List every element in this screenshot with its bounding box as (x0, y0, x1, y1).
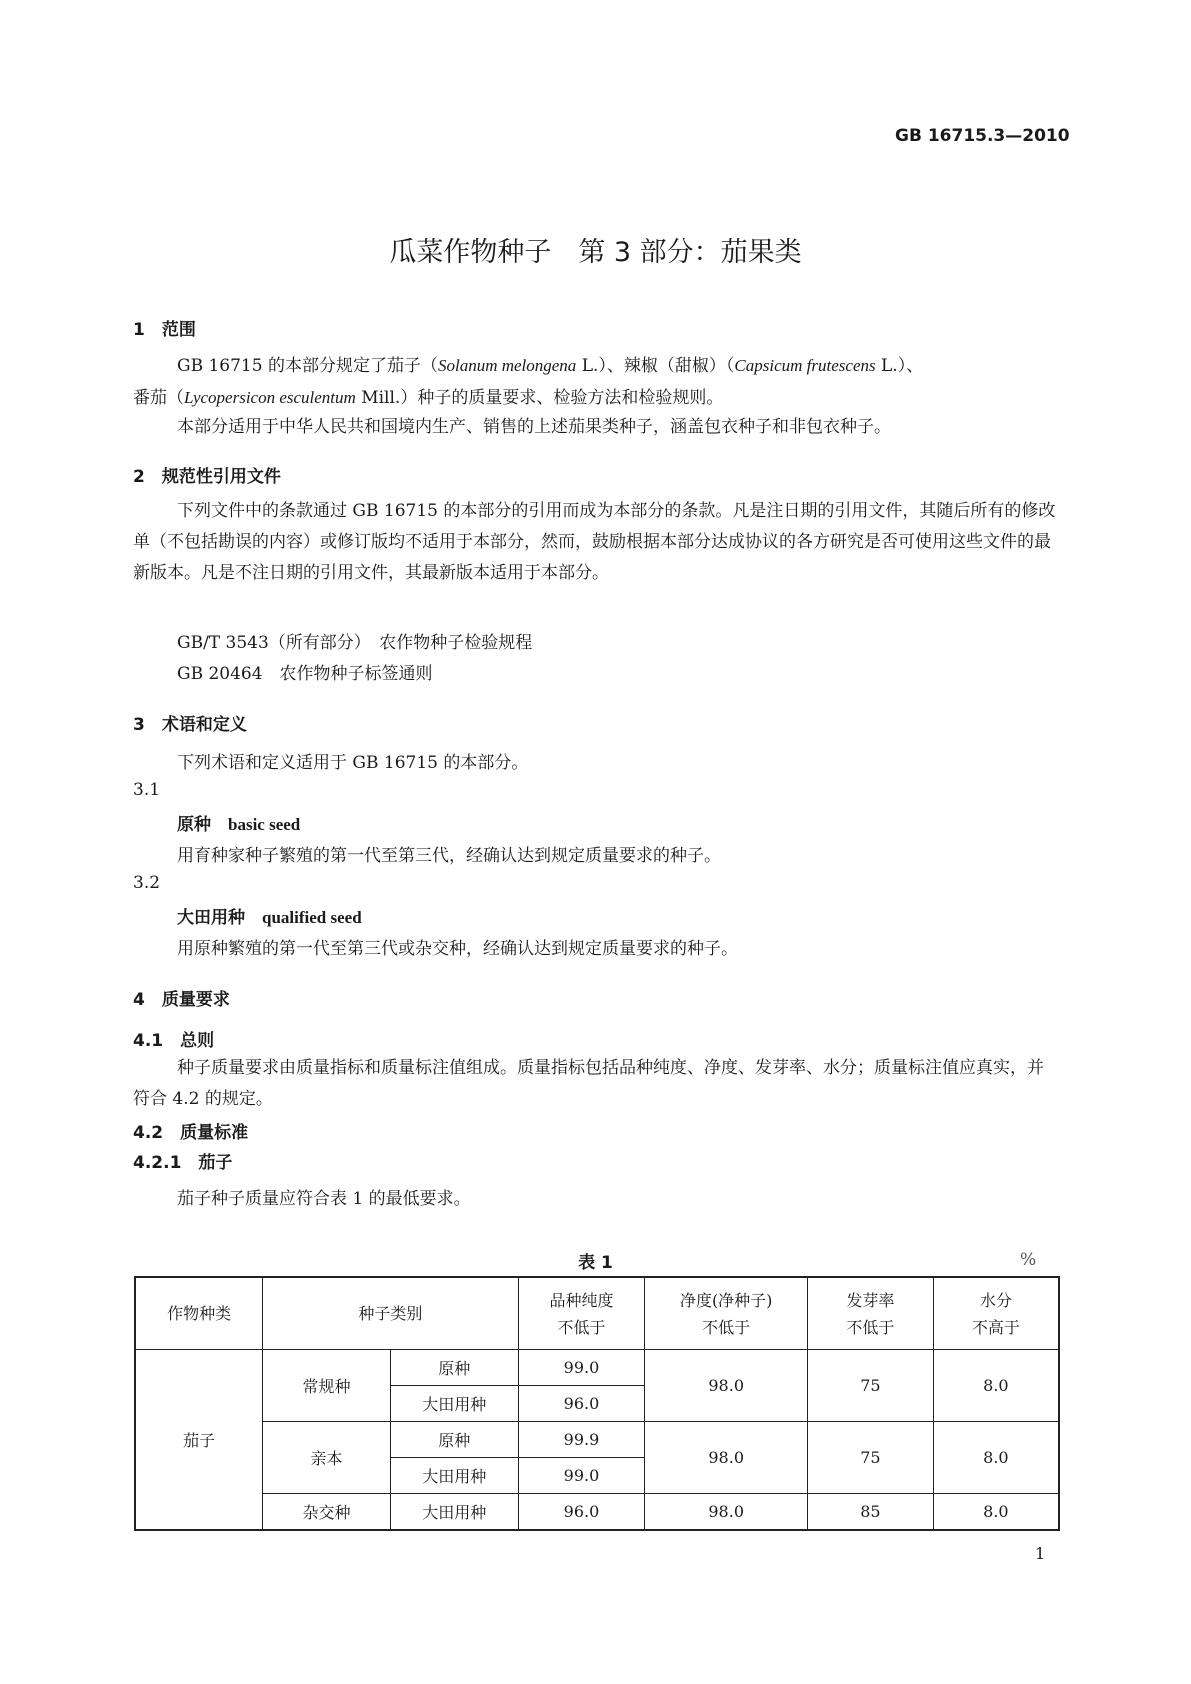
section-2-heading: 2 规范性引用文件 (133, 467, 281, 487)
section-4-1-heading: 4.1 总则 (133, 1031, 215, 1051)
table-row (135, 1350, 1059, 1386)
section-1-heading: 1 范围 (133, 320, 196, 340)
cell-water: 8.0 (933, 1350, 1059, 1422)
term-3-2-definition: 用原种繁殖的第一代至第三代或杂交种，经确认达到规定质量要求的种子。 (177, 939, 738, 959)
header-crop: 作物种类 (135, 1277, 263, 1350)
cell-purity: 99.9 (518, 1422, 645, 1458)
cell-water: 8.0 (933, 1494, 1059, 1531)
table-unit: % (1020, 1250, 1037, 1270)
standard-number: GB 16715.3—2010 (895, 126, 1070, 146)
cell-type: 杂交种 (263, 1494, 391, 1531)
cell-sub: 原种 (390, 1422, 518, 1458)
section-3-heading: 3 术语和定义 (133, 715, 247, 735)
cell-crop: 茄子 (135, 1350, 263, 1531)
cell-purity: 96.0 (518, 1386, 645, 1422)
cell-clean: 98.0 (645, 1350, 808, 1422)
cell-purity: 96.0 (518, 1494, 645, 1531)
cell-sub: 大田用种 (390, 1494, 518, 1531)
page-number: 1 (1035, 1544, 1046, 1563)
term-3-1-definition: 用育种家种子繁殖的第一代至第三代，经确认达到规定质量要求的种子。 (177, 846, 721, 866)
cell-sub: 原种 (390, 1350, 518, 1386)
table-row (135, 1494, 1059, 1531)
table-row (135, 1422, 1059, 1458)
cell-purity: 99.0 (518, 1350, 645, 1386)
cell-germ: 75 (808, 1350, 934, 1422)
header-cleanliness: 净度(净种子) 不低于 (645, 1277, 808, 1350)
reference-gbt3543: GB/T 3543（所有部分） 农作物种子检验规程 (177, 633, 533, 653)
section-4-1-paragraph: 种子质量要求由质量指标和质量标注值组成。质量指标包括品种纯度、净度、发芽率、水分；质量标注值应真实，并符合 4.2 的规定。 (133, 1058, 1044, 1109)
table-header-row (135, 1277, 1059, 1350)
cell-purity: 99.0 (518, 1458, 645, 1494)
term-3-1: 原种 basic seed (177, 815, 301, 835)
term-3-1-number: 3.1 (133, 780, 161, 800)
cell-type: 亲本 (263, 1422, 391, 1494)
term-3-2: 大田用种 qualified seed (177, 908, 362, 928)
quality-table (134, 1276, 1060, 1531)
cell-clean: 98.0 (645, 1422, 808, 1494)
cell-water: 8.0 (933, 1422, 1059, 1494)
section-3-intro: 下列术语和定义适用于 GB 16715 的本部分。 (177, 753, 529, 773)
section-4-heading: 4 质量要求 (133, 990, 230, 1010)
cell-germ: 85 (808, 1494, 934, 1531)
section-1-paragraph-1: GB 16715 的本部分规定了茄子（Solanum melongena L.）、辣椒（甜椒）（Capsicum frutescens L.）、 番茄（Lycopersicon esculentum Mill.）种子的质量要求、检验方法和检验规则。 (133, 356, 924, 408)
section-4-2-1-paragraph: 茄子种子质量应符合表 1 的最低要求。 (177, 1189, 471, 1209)
section-2-paragraph: 下列文件中的条款通过 GB 16715 的本部分的引用而成为本部分的条款。凡是注日期的引用文件，其随后所有的修改单（不包括勘误的内容）或修订版均不适用于本部分，然而，鼓励根据本部分达成协议的各方研究是否可使用这些文件的最新版本。凡是不注日期的引用文件，其最新版本适用于本部分。 (133, 501, 1056, 583)
term-3-2-number: 3.2 (133, 873, 161, 893)
header-purity: 品种纯度 不低于 (518, 1277, 645, 1350)
section-4-2-1-heading: 4.2.1 茄子 (133, 1153, 233, 1173)
cell-type: 常规种 (263, 1350, 391, 1422)
section-1-paragraph-2: 本部分适用于中华人民共和国境内生产、销售的上述茄果类种子，涵盖包衣种子和非包衣种子。 (177, 417, 891, 437)
header-moisture: 水分 不高于 (933, 1277, 1059, 1350)
section-4-2-heading: 4.2 质量标准 (133, 1123, 249, 1143)
table-caption: 表 1 (578, 1253, 613, 1273)
header-category: 种子类别 (263, 1277, 518, 1350)
cell-germ: 75 (808, 1422, 934, 1494)
header-germination: 发芽率 不低于 (808, 1277, 934, 1350)
cell-clean: 98.0 (645, 1494, 808, 1531)
cell-sub: 大田用种 (390, 1386, 518, 1422)
cell-sub: 大田用种 (390, 1458, 518, 1494)
reference-gb20464: GB 20464 农作物种子标签通则 (177, 664, 433, 684)
document-title: 瓜菜作物种子 第 3 部分：茄果类 (389, 237, 802, 268)
